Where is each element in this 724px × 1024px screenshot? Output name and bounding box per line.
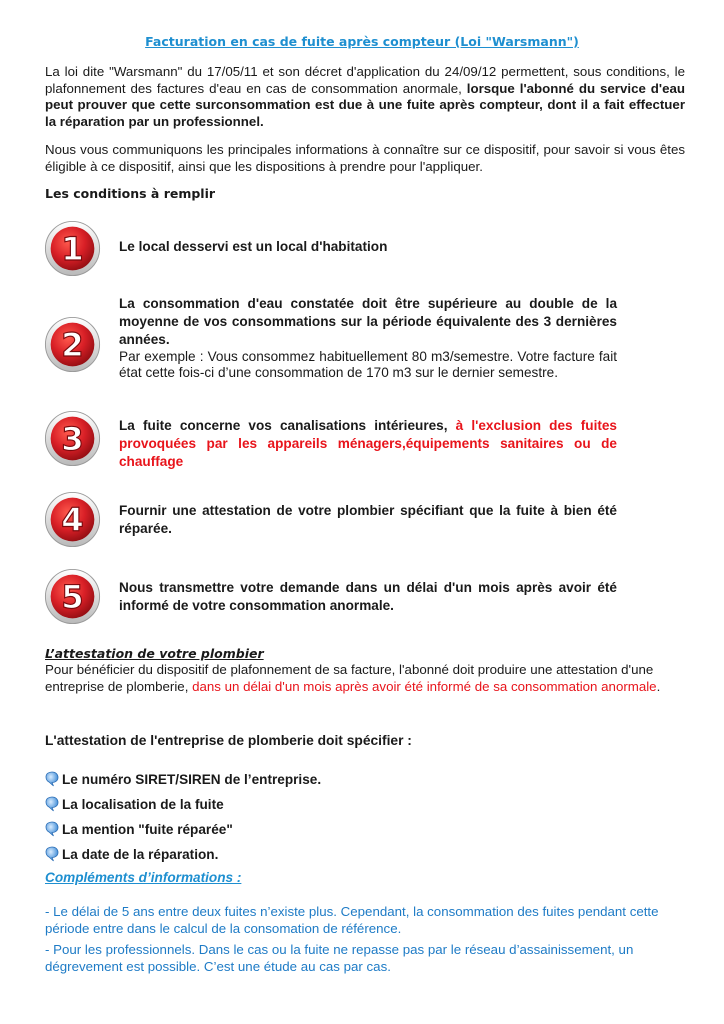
condition-4-text: [119, 502, 617, 538]
condition-2-badge-icon: [44, 316, 101, 373]
condition-1-text: [119, 238, 617, 256]
condition-3-exclusion: à l'exclusion des fuites provoquées par les appareils ménagers,équipements sanitaires ou de chauffage: [119, 418, 617, 469]
attestation-deadline: dans un délai d'un mois après avoir été informé de sa consommation anormale: [192, 678, 657, 694]
attestation-heading: L’attestation de votre plombier: [45, 646, 264, 661]
condition-1-badge-icon: [44, 220, 101, 277]
spec-list-item: [44, 820, 233, 838]
spec-item-text: La date de la réparation.: [62, 846, 219, 862]
condition-2-label: La consommation d'eau constatée doit être supérieure au double de la moyenne de vos consommations sur la période équivalente des 3 dernières années.: [119, 296, 617, 347]
spec-list-item: [44, 795, 224, 813]
condition-4-number: 4: [61, 500, 84, 539]
condition-5-label: Nous transmettre votre demande dans un délai d'un mois après avoir été informé de votre consommation anormale.: [119, 580, 617, 613]
condition-3-badge-icon: [44, 410, 101, 467]
page-title: Facturation en cas de fuite après compteur (Loi "Warsmann"): [145, 34, 579, 49]
spec-item-text: Le numéro SIRET/SIREN de l’entreprise.: [62, 771, 322, 787]
complements-paragraph-2: - Pour les professionnels. Dans le cas ou la fuite ne repasse pas par le réseau d’assainissement, un dégrevement est possible. C’est une étude au cas par cas.: [45, 942, 634, 974]
speech-bubble-bullet-icon: [44, 821, 60, 837]
intro-text-bold: lorsque l'abonné du service d'eau peut prouver que cette surconsommation est due à une fuite après compteur, dont il a fait effectuer la réparation par un professionnel.: [45, 80, 685, 129]
spec-list-item: [44, 770, 321, 788]
speech-bubble-bullet-icon: [44, 771, 60, 787]
condition-3-number: 3: [61, 419, 84, 458]
condition-4-badge-icon: [44, 491, 101, 548]
speech-bubble-bullet-icon: [44, 846, 60, 862]
condition-5-number: 5: [61, 577, 84, 616]
condition-5-badge-icon: [44, 568, 101, 625]
spec-list-item: [44, 845, 218, 863]
complements-heading: Compléments d’informations :: [45, 870, 242, 885]
attestation-text: Pour bénéficier du dispositif de plafonnement de sa facture, l'abonné doit produire une attestation d'une entreprise de plomberie,: [45, 662, 654, 694]
condition-4-label: Fournir une attestation de votre plombier spécifiant que la fuite à bien été réparée.: [119, 503, 617, 536]
spec-item-text: La localisation de la fuite: [62, 796, 224, 812]
intro-paragraph-2: Nous vous communiquons les principales informations à connaître sur ce dispositif, pour savoir si vous êtes éligible à ce dispositif, ainsi que les dispositions à prendre pour l'appliquer.: [45, 142, 685, 174]
conditions-heading: Les conditions à remplir: [45, 186, 216, 201]
condition-1-number: 1: [61, 229, 84, 268]
attestation-text-end: .: [656, 678, 661, 694]
condition-2-example: Par exemple : Vous consommez habituellement 80 m3/semestre. Votre facture fait état cette fois-ci d’une consommation de 170 m3 sur le dernier semestre.: [119, 349, 617, 380]
spec-item-text: La mention "fuite réparée": [62, 821, 233, 837]
condition-1-label: Le local desservi est un local d'habitation: [119, 239, 388, 254]
condition-3-label: La fuite concerne vos canalisations intérieures,: [119, 418, 456, 433]
condition-2-text: [119, 295, 617, 381]
intro-text: La loi dite "Warsmann" du 17/05/11 et son décret d'application du 24/09/12 permettent, sous conditions, le plafonnement des factures d'eau en cas de consommation anormale,: [45, 64, 685, 96]
speech-bubble-bullet-icon: [44, 796, 60, 812]
spec-heading: L'attestation de l'entreprise de plomberie doit spécifier :: [45, 733, 412, 748]
intro-paragraph-1: [45, 64, 685, 130]
attestation-paragraph: [45, 662, 685, 695]
complements-paragraph-1: - Le délai de 5 ans entre deux fuites n’existe plus. Cependant, la consommation des fuites pendant cette période entre dans le calcul de la consomation de référence.: [45, 904, 659, 936]
condition-5-text: [119, 579, 617, 615]
condition-3-text: [119, 417, 617, 471]
condition-2-number: 2: [61, 325, 84, 364]
